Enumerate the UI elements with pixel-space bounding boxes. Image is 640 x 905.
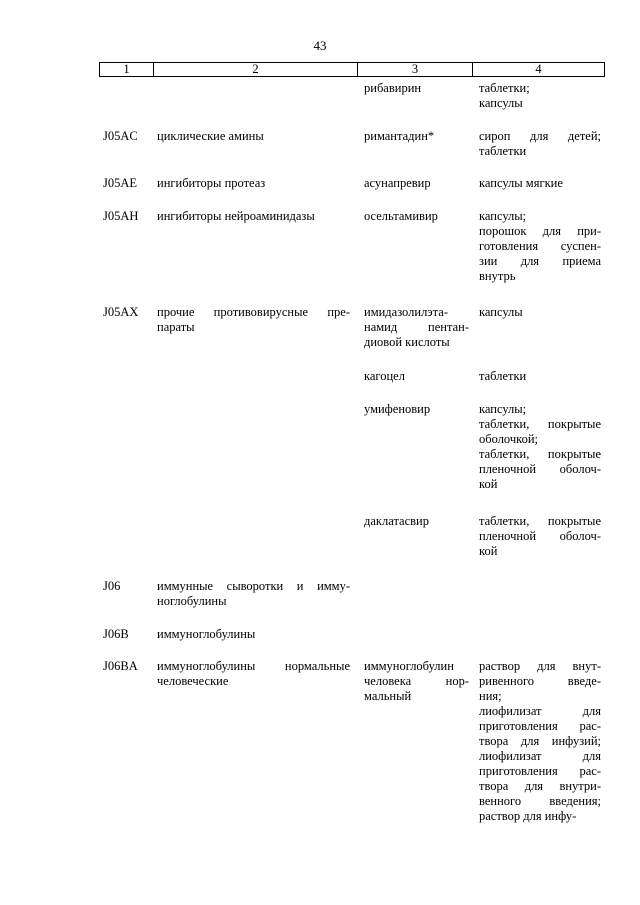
- cell-code: J05AE: [103, 176, 138, 190]
- cell-line: раствор для внут-: [479, 659, 601, 673]
- cell-code: J06: [103, 579, 121, 593]
- cell-line: капсулы: [479, 96, 523, 110]
- cell-line: намид пентан-: [364, 320, 469, 334]
- cell-drug: [364, 402, 469, 417]
- cell-form: [479, 176, 601, 191]
- cell-drug: [364, 81, 469, 96]
- cell-line: лиофилизат для: [479, 704, 601, 718]
- cell-line: кой: [479, 544, 498, 558]
- cell-code: J05AC: [103, 129, 138, 143]
- cell-line: ноглобулины: [157, 594, 227, 608]
- cell-line: внутрь: [479, 269, 516, 283]
- cell-code: J05AX: [103, 305, 139, 319]
- cell-drug: [364, 514, 469, 529]
- cell-line: приготовления рас-: [479, 764, 601, 778]
- cell-line: таблетки, покрытые: [479, 417, 601, 431]
- cell-group: [157, 209, 350, 224]
- cell-line: таблетки, покрытые: [479, 447, 601, 461]
- header-col-4: 4: [473, 63, 605, 76]
- cell-line: мальный: [364, 689, 412, 703]
- cell-line: ингибиторы нейроаминидазы: [157, 209, 315, 223]
- cell-line: асунапревир: [364, 176, 431, 190]
- cell-code: J05AH: [103, 209, 139, 223]
- cell-line: рибавирин: [364, 81, 422, 95]
- cell-code: J06B: [103, 627, 129, 641]
- cell-form: [479, 402, 601, 492]
- cell-line: ния;: [479, 689, 502, 703]
- cell-drug: [364, 305, 469, 350]
- cell-drug: [364, 176, 469, 191]
- table-header: [99, 62, 605, 77]
- cell-line: пленочной оболоч-: [479, 529, 601, 543]
- cell-group: [157, 305, 350, 335]
- cell-line: капсулы;: [479, 402, 527, 416]
- header-col-1: 1: [99, 63, 154, 76]
- cell-line: иммунные сыворотки и имму-: [157, 579, 350, 593]
- cell-line: капсулы мягкие: [479, 176, 563, 190]
- cell-line: ривенного введе-: [479, 674, 601, 688]
- cell-line: зии для приема: [479, 254, 601, 268]
- header-col-2: 2: [154, 63, 358, 76]
- cell-line: осельтамивир: [364, 209, 438, 223]
- cell-line: диовой кислоты: [364, 335, 450, 349]
- cell-line: венного введения;: [479, 794, 601, 808]
- cell-form: [479, 129, 601, 159]
- cell-drug: [364, 659, 469, 704]
- cell-line: кагоцел: [364, 369, 405, 383]
- cell-line: приготовления рас-: [479, 719, 601, 733]
- cell-line: лиофилизат для: [479, 749, 601, 763]
- cell-line: таблетки: [479, 144, 527, 158]
- cell-line: умифеновир: [364, 402, 431, 416]
- cell-form: [479, 514, 601, 559]
- cell-line: оболочкой;: [479, 432, 538, 446]
- cell-line: даклатасвир: [364, 514, 429, 528]
- cell-line: иммуноглобулин: [364, 659, 454, 673]
- cell-group: [157, 579, 350, 609]
- cell-line: прочие противовирусные пре-: [157, 305, 350, 319]
- cell-form: [479, 659, 601, 824]
- cell-line: кой: [479, 477, 498, 491]
- cell-code: J06BA: [103, 659, 138, 673]
- cell-form: [479, 81, 601, 111]
- cell-group: [157, 129, 350, 144]
- cell-group: [157, 627, 350, 642]
- cell-form: [479, 369, 601, 384]
- cell-line: человеческие: [157, 674, 229, 688]
- cell-line: имидазолилэта-: [364, 305, 449, 319]
- page-number: 43: [313, 38, 327, 53]
- cell-drug: [364, 209, 469, 224]
- cell-form: [479, 305, 601, 320]
- header-col-3: 3: [358, 63, 473, 76]
- cell-line: параты: [157, 320, 195, 334]
- cell-line: таблетки;: [479, 81, 530, 95]
- cell-line: иммуноглобулины: [157, 627, 256, 641]
- cell-line: капсулы: [479, 305, 523, 319]
- cell-drug: [364, 369, 469, 384]
- cell-line: иммуноглобулины нормальные: [157, 659, 350, 673]
- cell-line: таблетки: [479, 369, 527, 383]
- cell-line: твора для инфузий;: [479, 734, 601, 748]
- cell-line: римантадин*: [364, 129, 435, 143]
- cell-group: [157, 659, 350, 689]
- cell-group: [157, 176, 350, 191]
- cell-line: циклические амины: [157, 129, 264, 143]
- cell-line: раствор для инфу-: [479, 809, 577, 823]
- cell-line: таблетки, покрытые: [479, 514, 601, 528]
- drug-table: [99, 62, 605, 823]
- cell-line: ингибиторы протеаз: [157, 176, 266, 190]
- cell-line: твора для внутри-: [479, 779, 601, 793]
- cell-line: капсулы;: [479, 209, 527, 223]
- cell-line: человека нор-: [364, 674, 469, 688]
- cell-line: сироп для детей;: [479, 129, 601, 143]
- cell-form: [479, 209, 601, 284]
- cell-drug: [364, 129, 469, 144]
- cell-line: пленочной оболоч-: [479, 462, 601, 476]
- cell-line: порошок для при-: [479, 224, 601, 238]
- cell-line: готовления суспен-: [479, 239, 601, 253]
